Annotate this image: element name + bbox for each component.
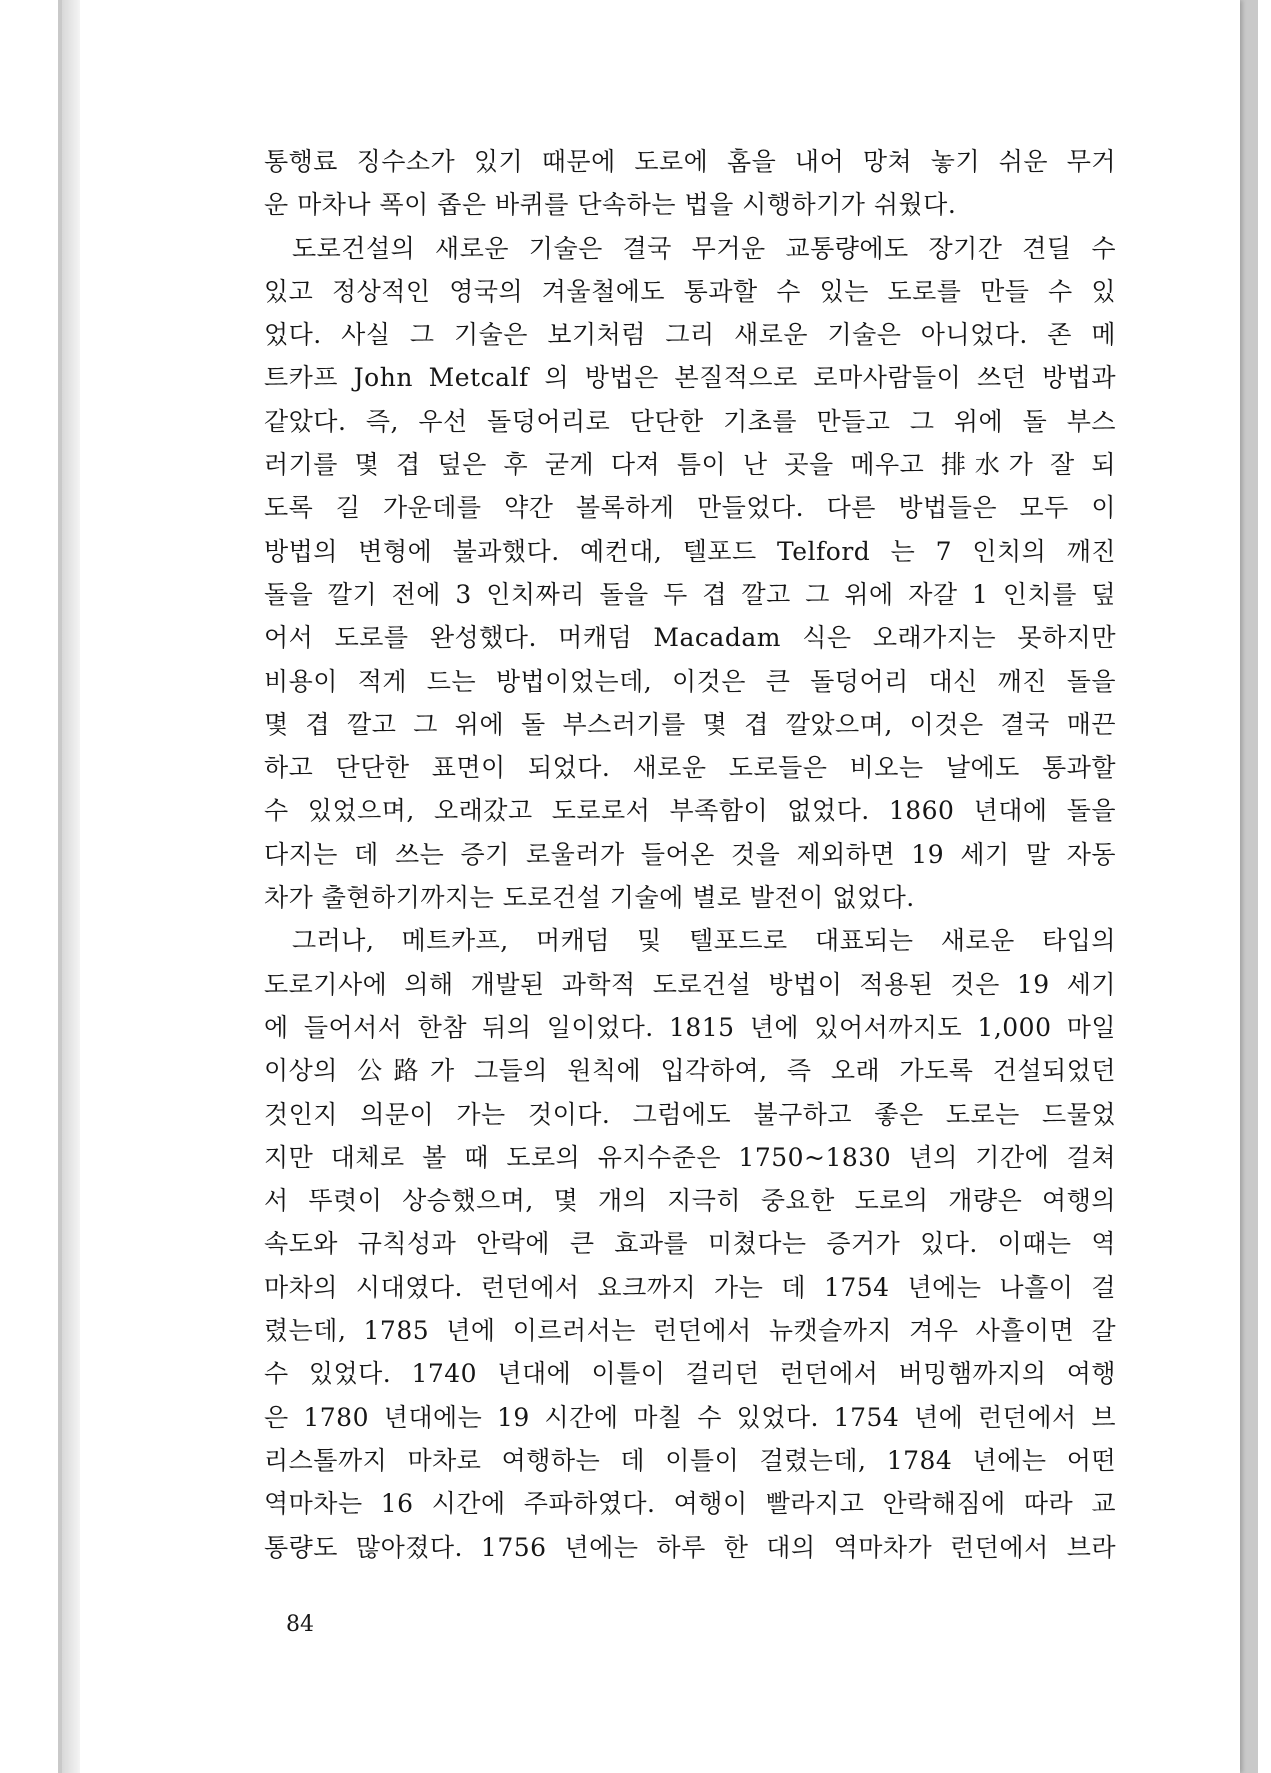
text-line: 은 1780 년대에는 19 시간에 마칠 수 있었다. 1754 년에 런던에서 브 xyxy=(264,1402,1116,1432)
text-line: 같았다. 즉, 우선 돌덩어리로 단단한 기초를 만들고 그 위에 돌 부스 xyxy=(264,406,1116,436)
text-line: 비용이 적게 드는 방법이었는데, 이것은 큰 돌덩어리 대신 깨진 돌을 xyxy=(264,666,1116,696)
text-line: 서 뚜렷이 상승했으며, 몇 개의 지극히 중요한 도로의 개량은 여행의 xyxy=(264,1186,1116,1216)
text-line: 다지는 데 쓰는 증기 로울러가 들어온 것을 제외하면 19 세기 말 자동 xyxy=(264,839,1116,869)
text-line: 몇 겹 깔고 그 위에 돌 부스러기를 몇 겹 깔았으며, 이것은 결국 매끈 xyxy=(264,709,1116,739)
text-line: 렸는데, 1785 년에 이르러서는 런던에서 뉴캣슬까지 겨우 사흘이면 갈 xyxy=(264,1316,1116,1346)
body-text xyxy=(264,140,1116,1569)
text-line: 그러나, 메트카프, 머캐덤 및 텔포드로 대표되는 새로운 타입의 xyxy=(292,926,1116,956)
text-line: 역마차는 16 시간에 주파하였다. 여행이 빨라지고 안락해짐에 따라 교 xyxy=(264,1489,1116,1519)
text-line: 방법의 변형에 불과했다. 예컨대, 텔포드 Telford 는 7 인치의 깨진 xyxy=(264,536,1116,566)
text-line: 운 마차나 폭이 좁은 바퀴를 단속하는 법을 시행하기가 쉬웠다. xyxy=(264,190,957,220)
text-line: 었다. 사실 그 기술은 보기처럼 그리 새로운 기술은 아니었다. 존 메 xyxy=(264,320,1116,350)
text-line: 마차의 시대였다. 런던에서 요크까지 가는 데 1754 년에는 나흘이 걸 xyxy=(264,1272,1116,1302)
text-line: 러기를 몇 겹 덮은 후 굳게 다져 틈이 난 곳을 메우고 排水가 잘 되 xyxy=(264,450,1116,480)
text-line: 속도와 규칙성과 안락에 큰 효과를 미쳤다는 증거가 있다. 이때는 역 xyxy=(264,1229,1116,1259)
text-line: 통행료 징수소가 있기 때문에 도로에 홈을 내어 망쳐 놓기 쉬운 무거 xyxy=(264,147,1116,176)
text-line: 리스톨까지 마차로 여행하는 데 이틀이 걸렸는데, 1784 년에는 어떤 xyxy=(264,1445,1116,1475)
text-line: 도로건설의 새로운 기술은 결국 무거운 교통량에도 장기간 견딜 수 xyxy=(292,233,1116,263)
text-line: 수 있었으며, 오래갔고 도로로서 부족함이 없었다. 1860 년대에 돌을 xyxy=(264,796,1116,826)
text-line: 이상의 公路가 그들의 원칙에 입각하여, 즉 오래 가도록 건설되었던 xyxy=(264,1056,1116,1086)
page-edge xyxy=(62,0,80,1773)
text-line: 돌을 깔기 전에 3 인치짜리 돌을 두 겹 깔고 그 위에 자갈 1 인치를 덮 xyxy=(264,579,1116,609)
text-line: 트카프 John Metcalf 의 방법은 본질적으로 로마사람들이 쓰던 방법과 xyxy=(264,363,1116,393)
text-line: 것인지 의문이 가는 것이다. 그럼에도 불구하고 좋은 도로는 드물었 xyxy=(264,1099,1116,1129)
text-line: 차가 출현하기까지는 도로건설 기술에 별로 발전이 없었다. xyxy=(264,883,915,913)
page-number: 84 xyxy=(286,1612,314,1637)
text-line: 도로기사에 의해 개발된 과학적 도로건설 방법이 적용된 것은 19 세기 xyxy=(264,969,1116,999)
text-line: 도록 길 가운데를 약간 볼록하게 만들었다. 다른 방법들은 모두 이 xyxy=(264,493,1116,523)
text-line: 어서 도로를 완성했다. 머캐덤 Macadam 식은 오래가지는 못하지만 xyxy=(264,623,1116,653)
text-line: 있고 정상적인 영국의 겨울철에도 통과할 수 있는 도로를 만들 수 있 xyxy=(264,276,1116,306)
text-line: 에 들어서서 한참 뒤의 일이었다. 1815 년에 있어서까지도 1,000 마일 xyxy=(264,1012,1116,1042)
text-line: 수 있었다. 1740 년대에 이틀이 걸리던 런던에서 버밍햄까지의 여행 xyxy=(264,1359,1116,1389)
text-line: 통량도 많아졌다. 1756 년에는 하루 한 대의 역마차가 런던에서 브라 xyxy=(264,1532,1116,1562)
text-line: 하고 단단한 표면이 되었다. 새로운 도로들은 비오는 날에도 통과할 xyxy=(264,753,1116,783)
text-line: 지만 대체로 볼 때 도로의 유지수준은 1750~1830 년의 기간에 걸쳐 xyxy=(264,1142,1116,1172)
